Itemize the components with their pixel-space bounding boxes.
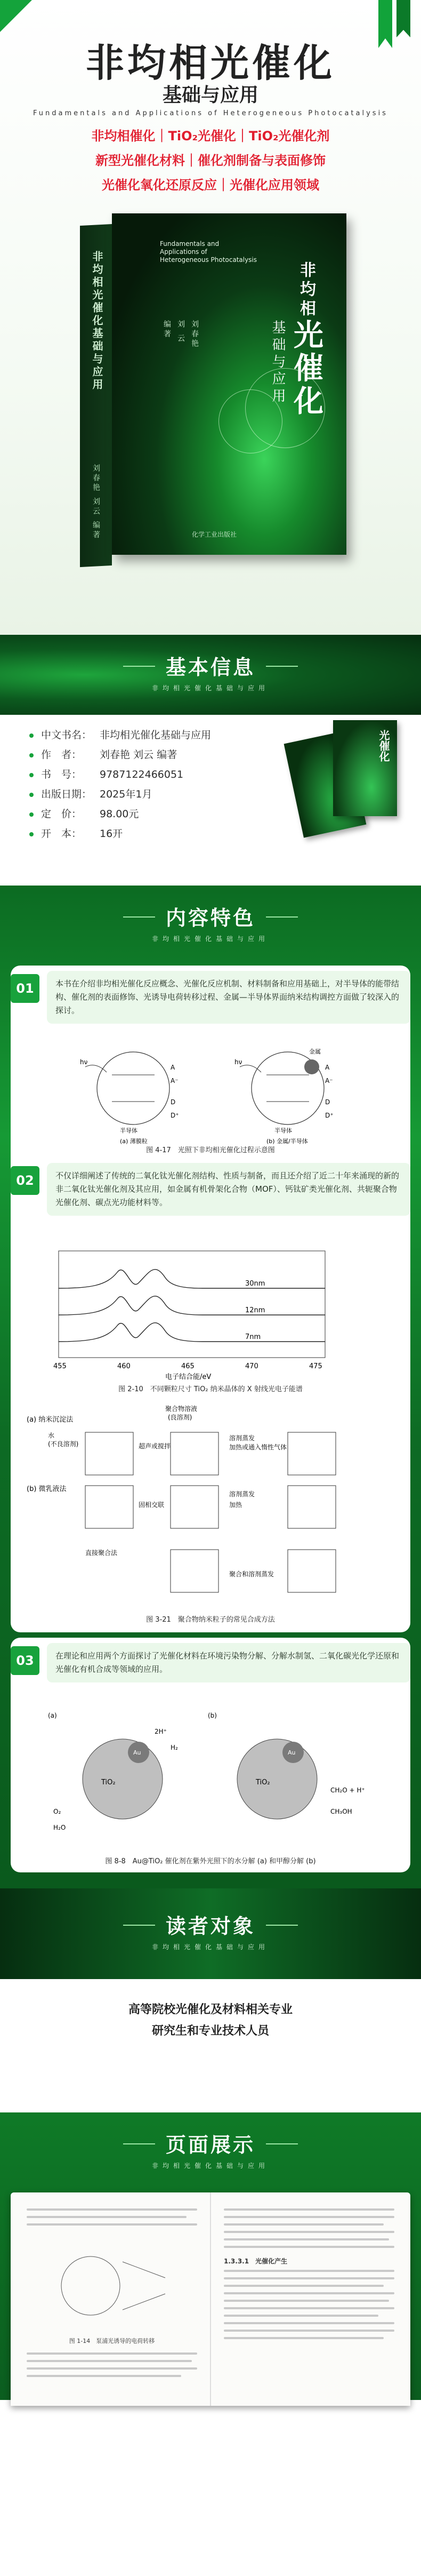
figure-xps-spectrum xyxy=(11,1240,410,1395)
basic-info-banner xyxy=(0,635,421,715)
svg-text:hν: hν xyxy=(80,1058,88,1066)
keyword-tags xyxy=(0,124,421,197)
cover-english-title: Fundamentals and Applications of Heterogeneous Photocatalysis xyxy=(160,240,257,264)
svg-text:TiO₂: TiO₂ xyxy=(101,1779,116,1787)
page-figure-caption: 图 1-14 泵浦光诱导的电荷转移 xyxy=(69,2338,155,2344)
svg-text:Au: Au xyxy=(133,1749,141,1756)
section-heading xyxy=(0,902,421,943)
svg-text:(良溶剂): (良溶剂) xyxy=(168,1414,192,1421)
svg-text:聚合和溶剂蒸发: 聚合和溶剂蒸发 xyxy=(229,1570,274,1578)
spectrum-line-30nm xyxy=(59,1270,325,1288)
tag-line: 光催化氧化还原反应｜光催化应用领域 xyxy=(102,178,319,193)
feature-text: 不仅详细阐述了传统的二氧化钛光催化剂结构、性质与制备，而且还介绍了近二十年来涌现的新的非二氧化钛光催化剂及其应用，如金属有机骨架化合物（MOF）、钙钛矿类光催化剂、共轭聚合物光催化剂、碳点光功能材料等。 xyxy=(47,1163,410,1216)
book-front-cover xyxy=(112,213,346,555)
svg-text:7nm: 7nm xyxy=(245,1333,261,1341)
readers-section xyxy=(0,1979,421,2112)
spine-title: 非均相光催化基础与应用 xyxy=(91,251,103,392)
svg-text:A⁻: A⁻ xyxy=(171,1077,179,1084)
basic-info-section xyxy=(0,715,421,886)
section-heading xyxy=(0,2128,421,2170)
svg-text:直接聚合法: 直接聚合法 xyxy=(85,1549,118,1557)
book-english-title: Fundamentals and Applications of Heterogeneous Photocatalysis xyxy=(33,109,388,117)
page-subheading: 1.3.3.1 光催化产生 xyxy=(224,2258,288,2265)
svg-text:溶剂蒸发: 溶剂蒸发 xyxy=(229,1490,255,1498)
readers-banner xyxy=(0,1888,421,1979)
svg-text:半导体: 半导体 xyxy=(120,1127,137,1134)
svg-text:CH₂O + H⁺: CH₂O + H⁺ xyxy=(330,1787,365,1794)
reader-line: 高等院校光催化及材料相关专业 xyxy=(128,2003,293,2016)
feature-number: 03 xyxy=(11,1646,39,1675)
section-subtitle: 非均相光催化基础与应用 xyxy=(151,684,269,692)
svg-text:(不良溶剂): (不良溶剂) xyxy=(48,1440,79,1448)
figure-photocatalysis-schematic xyxy=(11,1038,410,1155)
book-title: 非均相光催化 xyxy=(85,41,335,85)
schematic-diagram xyxy=(11,1038,410,1155)
info-row: 作 者： 刘春艳 刘云 编著 xyxy=(29,745,211,765)
svg-text:聚合物溶液: 聚合物溶液 xyxy=(165,1405,198,1413)
svg-text:A: A xyxy=(171,1064,175,1071)
svg-text:溶剂蒸发: 溶剂蒸发 xyxy=(229,1434,255,1442)
svg-text:加热或通入惰性气体: 加热或通入惰性气体 xyxy=(229,1443,287,1451)
svg-text:(b) 微乳液法: (b) 微乳液法 xyxy=(27,1485,67,1493)
svg-text:半导体: 半导体 xyxy=(274,1127,292,1134)
info-row: 中文书名： 非均相光催化基础与应用 xyxy=(29,725,211,745)
xps-chart xyxy=(11,1240,410,1395)
feature-number: 01 xyxy=(11,974,39,1003)
tag-line: 新型光催化材料｜催化剂制备与表面修饰 xyxy=(95,153,326,168)
info-row: 出版日期： 2025年1月 xyxy=(29,785,211,804)
svg-text:O₂: O₂ xyxy=(53,1808,61,1815)
water-splitting-diagram xyxy=(11,1702,410,1856)
svg-text:470: 470 xyxy=(245,1362,258,1370)
svg-text:(b) 金属/半导体: (b) 金属/半导体 xyxy=(266,1138,308,1145)
figure-caption: 图 8-8 Au@TiO₂ 催化剂在紫外光照下的水分解 (a) 和甲醇分解 (b) xyxy=(105,1857,316,1865)
page-fold xyxy=(210,2192,211,2406)
svg-text:TiO₂: TiO₂ xyxy=(256,1779,270,1787)
figure-water-splitting xyxy=(11,1702,410,1867)
cover-authors: 刘春艳 刘 云 编著 xyxy=(163,320,199,349)
svg-text:水: 水 xyxy=(48,1432,55,1439)
svg-text:超声或搅拌: 超声或搅拌 xyxy=(139,1442,171,1450)
cover-subtitle: 基础与应用 xyxy=(270,320,286,405)
info-row: 书 号： 9787122466051 xyxy=(29,765,211,785)
svg-text:465: 465 xyxy=(181,1362,195,1370)
info-list xyxy=(29,725,211,844)
svg-text:A⁻: A⁻ xyxy=(325,1077,333,1084)
cover-publisher: 化学工业出版社 xyxy=(192,531,237,538)
spectrum-line-12nm xyxy=(59,1296,325,1315)
svg-text:hν: hν xyxy=(234,1058,242,1066)
svg-text:455: 455 xyxy=(53,1362,67,1370)
figure-synthesis-methods xyxy=(11,1400,410,1627)
section-title: 页面展示 xyxy=(123,2128,298,2158)
svg-text:加热: 加热 xyxy=(229,1501,242,1509)
synthesis-diagram xyxy=(11,1400,410,1627)
svg-text:电子结合能/eV: 电子结合能/eV xyxy=(165,1373,212,1381)
page-figure xyxy=(43,2240,181,2331)
feature-text: 本书在介绍非均相光催化反应概念、光催化反应机制、材料制备和应用基础上，对半导体的能带结构、催化剂的表面修饰、光诱导电荷转移过程、金属—半导体界面纳米结构调控方面做了较深入的探讨。 xyxy=(47,971,410,1024)
svg-text:(a) 薄膜粒: (a) 薄膜粒 xyxy=(120,1138,148,1145)
cover-title: 非均相光催化 xyxy=(289,261,323,418)
svg-text:D⁺: D⁺ xyxy=(325,1112,334,1119)
reader-line: 研究生和专业技术人员 xyxy=(151,2024,269,2038)
feature-number: 02 xyxy=(11,1166,39,1195)
figure-caption: 图 4-17 光照下非均相光催化过程示意图 xyxy=(146,1146,275,1154)
svg-text:D: D xyxy=(171,1098,176,1106)
section-subtitle: 非均相光催化基础与应用 xyxy=(151,935,269,943)
svg-text:12nm: 12nm xyxy=(245,1306,265,1314)
svg-text:D: D xyxy=(325,1098,330,1106)
svg-text:460: 460 xyxy=(117,1362,131,1370)
section-heading xyxy=(0,1910,421,1951)
section-heading xyxy=(0,651,421,692)
svg-text:Au: Au xyxy=(288,1749,296,1756)
svg-text:固相交联: 固相交联 xyxy=(139,1501,165,1509)
svg-text:A: A xyxy=(325,1064,330,1071)
section-title: 基本信息 xyxy=(123,651,298,680)
feature-item xyxy=(11,1643,410,1682)
book-subtitle: 基础与应用 xyxy=(162,84,258,106)
svg-text:D⁺: D⁺ xyxy=(171,1112,179,1119)
feature-item xyxy=(11,971,410,1024)
svg-text:CH₃OH: CH₃OH xyxy=(330,1808,352,1815)
mini-book-front: 光催化 xyxy=(333,720,397,816)
corner-decoration xyxy=(0,0,32,32)
section-subtitle: 非均相光催化基础与应用 xyxy=(151,2162,269,2170)
figure-caption: 图 3-21 聚合物纳米粒子的常见合成方法 xyxy=(146,1616,275,1624)
svg-text:30nm: 30nm xyxy=(245,1280,265,1288)
spectrum-line-7nm xyxy=(59,1323,325,1342)
svg-text:金属: 金属 xyxy=(309,1048,321,1055)
book-cover-image xyxy=(80,213,346,565)
section-subtitle: 非均相光催化基础与应用 xyxy=(151,1943,269,1951)
svg-text:(a): (a) xyxy=(48,1712,57,1719)
features-section xyxy=(0,886,421,1888)
book-page-spread xyxy=(11,2192,410,2406)
svg-text:(a) 纳米沉淀法: (a) 纳米沉淀法 xyxy=(27,1416,74,1424)
figure-caption: 图 2-10 不同颗粒尺寸 TiO₂ 纳米晶体的 X 射线光电子能谱 xyxy=(118,1385,303,1393)
svg-text:H₂O: H₂O xyxy=(53,1824,66,1831)
info-row: 开 本： 16开 xyxy=(29,824,211,844)
feature-text: 在理论和应用两个方面探讨了光催化材料在环境污染物分解、分解水制氢、二氧化碳光化学还原和光催化有机合成等领域的应用。 xyxy=(47,1643,410,1682)
feature-item xyxy=(11,1163,410,1216)
section-title: 内容特色 xyxy=(123,902,298,931)
cover-circle-graphic xyxy=(245,368,325,448)
mini-book-image xyxy=(282,704,405,880)
info-row: 定 价： 98.00元 xyxy=(29,804,211,824)
svg-text:(b): (b) xyxy=(208,1712,217,1719)
svg-text:475: 475 xyxy=(309,1362,322,1370)
svg-text:H₂: H₂ xyxy=(171,1744,178,1751)
section-title: 读者对象 xyxy=(123,1910,298,1939)
svg-text:2H⁺: 2H⁺ xyxy=(155,1728,167,1735)
hero-section xyxy=(0,0,421,635)
tag-line: 非均相催化｜TiO₂光催化｜TiO₂光催化剂 xyxy=(91,129,330,143)
spine-authors: 刘春艳 刘云 编著 xyxy=(92,464,100,540)
page-display-section xyxy=(0,2112,421,2400)
